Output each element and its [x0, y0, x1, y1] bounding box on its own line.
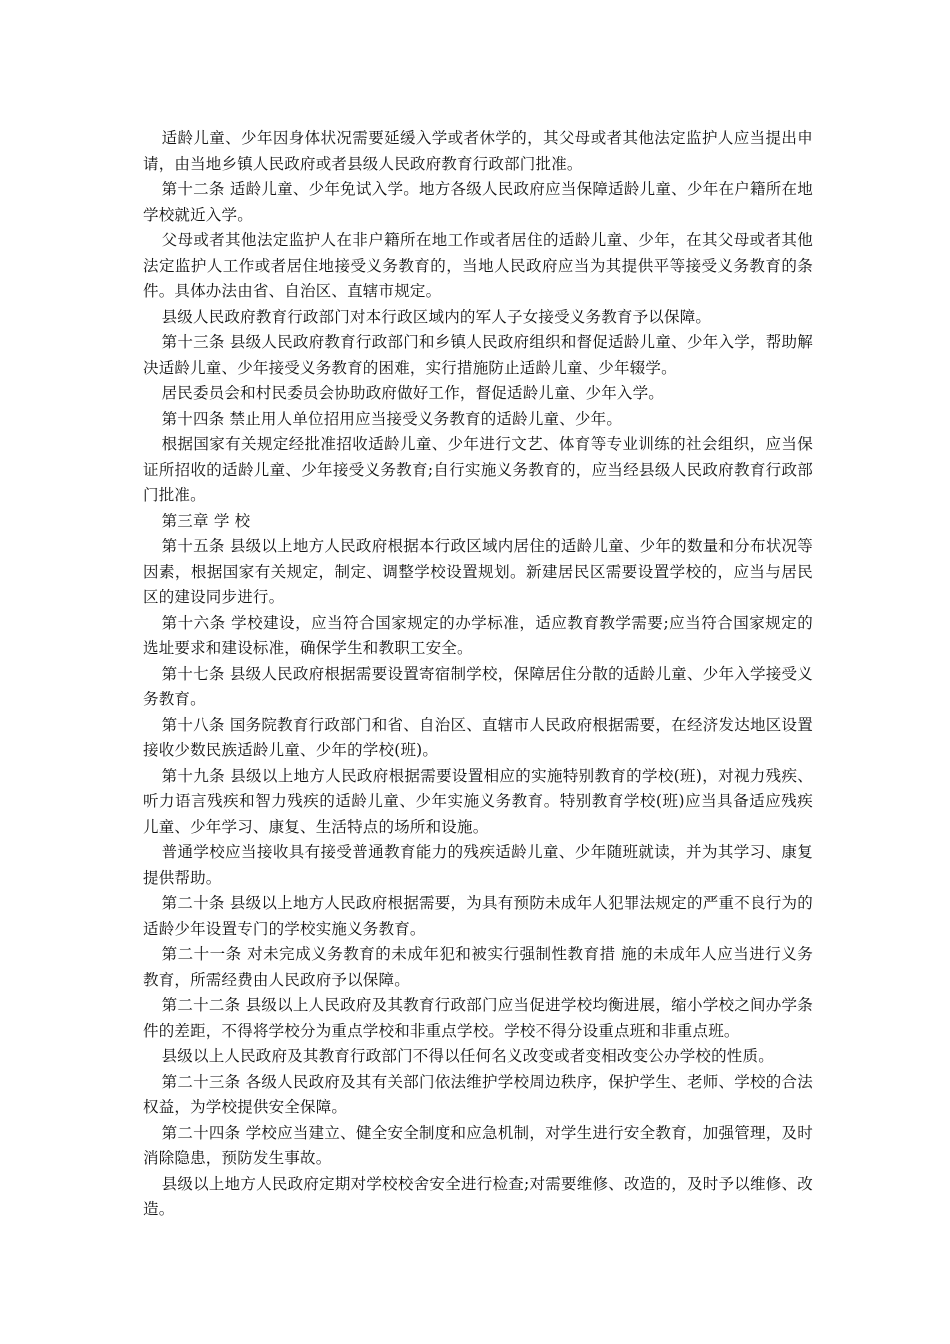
article-20: 第二十条 县级以上地方人民政府根据需要，为具有预防未成年人犯罪法规定的严重不良行为的适龄少年设置专门的学校实施义务教育。 [143, 894, 813, 938]
article-18: 第十八条 国务院教育行政部门和省、自治区、直辖市人民政府根据需要，在经济发达地区设置接收少数民族适龄儿童、少年的学校(班)。 [143, 715, 813, 759]
article-13: 第十三条 县级人民政府教育行政部门和乡镇人民政府组织和督促适龄儿童、少年入学，帮助解决适龄儿童、少年接受义务教育的困难，实行措施防止适龄儿童、少年辍学。 [143, 333, 813, 377]
paragraph: 县级以上地方人民政府定期对学校校舍安全进行检查;对需要维修、改造的，及时予以维修、改造。 [143, 1174, 813, 1218]
paragraph: 县级以上人民政府及其教育行政部门不得以任何名义改变或者变相改变公办学校的性质。 [161, 1047, 774, 1065]
article-21: 第二十一条 对未完成义务教育的未成年犯和被实行强制性教育措 施的未成年人应当进行义务教育，所需经费由人民政府予以保障。 [143, 945, 813, 989]
paragraph: 适龄儿童、少年因身体状况需要延缓入学或者休学的，其父母或者其他法定监护人应当提出申请，由当地乡镇人民政府或者县级人民政府教育行政部门批准。 [143, 129, 813, 173]
chapter-heading: 第三章 学 校 [161, 511, 251, 530]
article-17: 第十七条 县级人民政府根据需要设置寄宿制学校，保障居住分散的适龄儿童、少年入学接受义务教育。 [143, 664, 813, 708]
article-23: 第二十三条 各级人民政府及其有关部门依法维护学校周边秩序，保护学生、老师、学校的合法权益，为学校提供安全保障。 [143, 1072, 813, 1116]
paragraph: 父母或者其他法定监护人在非户籍所在地工作或者居住的适龄儿童、少年，在其父母或者其他法定监护人工作或者居住地接受义务教育的，当地人民政府应当为其提供平等接受义务教育的条件。具体办法由省、自治区、直辖市规定。 [143, 231, 813, 300]
article-15: 第十五条 县级以上地方人民政府根据本行政区域内居住的适龄儿童、少年的数量和分布状况等因素，根据国家有关规定，制定、调整学校设置规划。新建居民区需要设置学校的，应当与居民区的建设同步进行。 [143, 537, 813, 606]
article-19: 第十九条 县级以上地方人民政府根据需要设置相应的实施特别教育的学校(班)，对视力残疾、听力语言残疾和智力残疾的适龄儿童、少年实施义务教育。特别教育学校(班)应当具备适应残疾儿童、少年学习、康复、生活特点的场所和设施。 [143, 766, 813, 836]
paragraph: 县级人民政府教育行政部门对本行政区域内的军人子女接受义务教育予以保障。 [161, 307, 712, 326]
article-16: 第十六条 学校建设，应当符合国家规定的办学标准，适应教育教学需要;应当符合国家规定的选址要求和建设标准，确保学生和教职工安全。 [143, 613, 813, 657]
article-24: 第二十四条 学校应当建立、健全安全制度和应急机制，对学生进行安全教育，加强管理，及时消除隐患，预防发生事故。 [143, 1123, 813, 1167]
document-body [143, 126, 813, 1223]
article-14: 第十四条 禁止用人单位招用应当接受义务教育的适龄儿童、少年。 [161, 409, 623, 428]
article-22: 第二十二条 县级以上人民政府及其教育行政部门应当促进学校均衡进展，缩小学校之间办学条件的差距，不得将学校分为重点学校和非重点学校。学校不得分设重点班和非重点班。 [143, 996, 813, 1040]
paragraph: 普通学校应当接收具有接受普通教育能力的残疾适龄儿童、少年随班就读，并为其学习、康复提供帮助。 [143, 843, 813, 887]
article-12: 第十二条 适龄儿童、少年免试入学。地方各级人民政府应当保障适龄儿童、少年在户籍所在地学校就近入学。 [143, 180, 813, 224]
paragraph: 居民委员会和村民委员会协助政府做好工作，督促适龄儿童、少年入学。 [161, 384, 664, 402]
paragraph: 根据国家有关规定经批准招收适龄儿童、少年进行文艺、体育等专业训练的社会组织，应当保证所招收的适龄儿童、少年接受义务教育;自行实施义务教育的，应当经县级人民政府教育行政部门批准。 [143, 435, 813, 504]
